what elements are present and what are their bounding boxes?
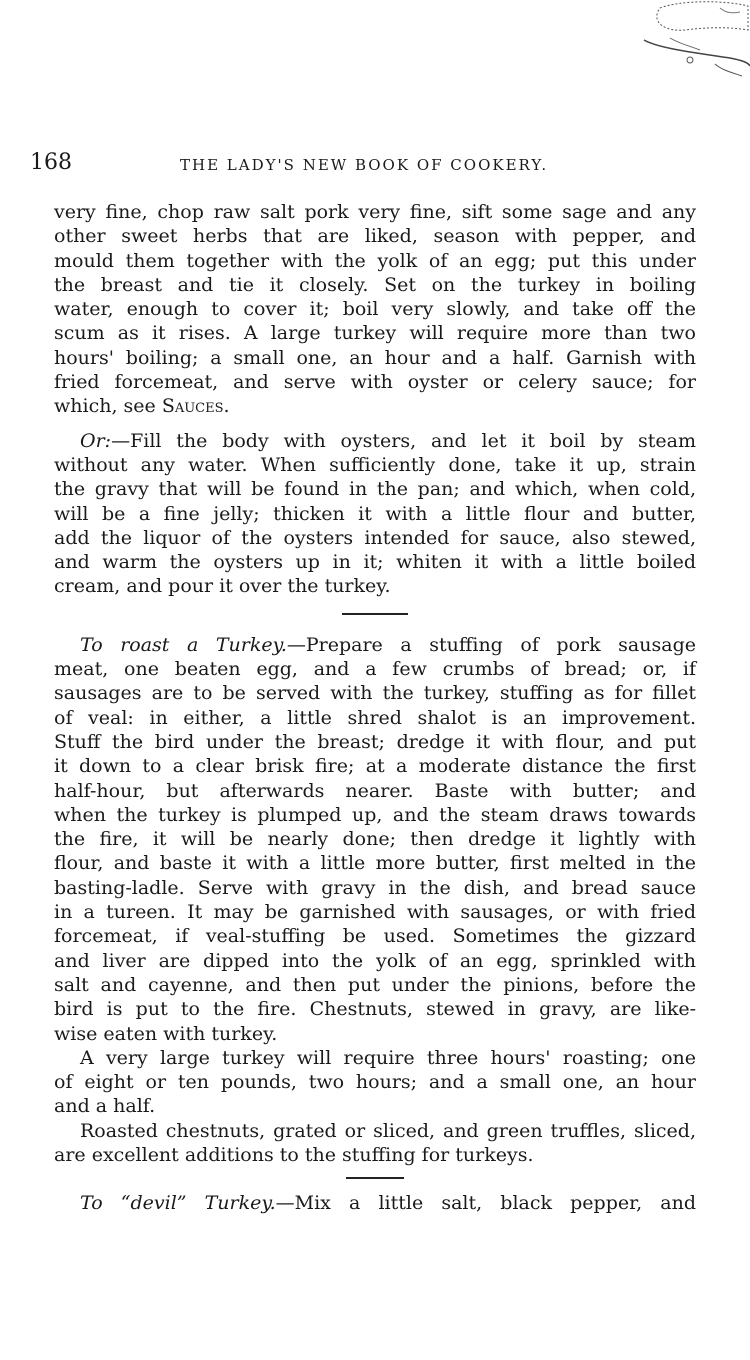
text-line: forcemeat, if veal-stuffing be used. Sometimes the gizzard <box>54 925 696 948</box>
text-line <box>54 633 696 657</box>
text-line: half-hour, but afterwards nearer. Baste with butter; and <box>54 779 696 802</box>
text-line: salt and cayenne, and then put under the pinions, before the <box>54 973 696 996</box>
sauces-reference: Sauces. <box>161 395 230 418</box>
text-line: of eight or ten pounds, two hours; and a small one, an hour <box>54 1071 696 1094</box>
section-divider <box>342 613 408 615</box>
library-stamp-mark <box>630 0 750 90</box>
text-line: without any water. When sufficiently done, take it up, strain <box>54 453 696 476</box>
page-body <box>54 200 696 1216</box>
text-line: are excellent additions to the stuffing for turkeys. <box>54 1143 534 1166</box>
text-line <box>54 394 696 418</box>
text-line <box>54 1191 696 1215</box>
text-fragment: which, see <box>54 395 162 418</box>
text-line: wise eaten with turkey. <box>54 1022 278 1045</box>
text-line: water, enough to cover it; boil very slowly, and take off the <box>54 298 696 321</box>
text-line: flour, and baste it with a little more butter, first melted in the <box>54 852 696 875</box>
or-lead: Or: <box>80 429 112 452</box>
text-line: scum as it rises. A large turkey will require more than two <box>54 322 696 345</box>
text-fragment: ” Turkey. <box>176 1192 276 1215</box>
text-fragment: —Mix a little salt, black pepper, and <box>275 1192 696 1215</box>
running-title: THE LADY'S NEW BOOK OF COOKERY. <box>180 156 549 174</box>
paragraph-oyster-variant <box>54 429 696 599</box>
text-line: other sweet herbs that are liked, season with pepper, and <box>54 225 696 248</box>
recipe-title-devil-turkey <box>80 1192 276 1214</box>
paragraph-boiled-turkey-continued <box>54 200 696 419</box>
text-line: sausages are to be served with the turkey, stuffing as for fillet <box>54 682 696 705</box>
text-line: bird is put to the fire. Chestnuts, stewed in gravy, are like- <box>54 998 696 1021</box>
section-divider <box>346 1177 404 1179</box>
text-line: hours' boiling; a small one, an hour and a half. Garnish with <box>54 346 696 369</box>
recipe-title-roast-turkey: To roast a Turkey. <box>80 633 287 656</box>
page-number: 168 <box>30 150 72 175</box>
text-line <box>54 429 696 453</box>
text-fragment: —Fill the body with oysters, and let it boil by steam <box>111 429 696 452</box>
paragraph-roasting-times <box>54 1046 696 1119</box>
text-line: will be a fine jelly; thicken it with a little flour and butter, <box>54 502 696 525</box>
text-line: cream, and pour it over the turkey. <box>54 575 391 598</box>
text-line: basting-ladle. Serve with gravy in the dish, and bread sauce <box>54 876 696 899</box>
text-line: the gravy that will be found in the pan; and which, when cold, <box>54 478 696 501</box>
text-line: the breast and tie it closely. Set on the turkey in boiling <box>54 273 696 296</box>
paragraph-stuffing-additions <box>54 1119 696 1168</box>
paragraph-devil-turkey <box>54 1191 696 1215</box>
text-line: when the turkey is plumped up, and the steam draws towards <box>54 803 696 826</box>
text-line: mould them together with the yolk of an egg; put this under <box>54 249 696 272</box>
text-line: Roasted chestnuts, grated or sliced, and green truffles, sliced, <box>80 1119 696 1142</box>
text-line: the fire, it will be nearly done; then dredge it lightly with <box>54 828 696 851</box>
text-line: and a half. <box>54 1095 156 1118</box>
page-header <box>30 150 720 180</box>
text-line: fried forcemeat, and serve with oyster or celery sauce; for <box>54 371 696 394</box>
text-line: add the liquor of the oysters intended for sauce, also stewed, <box>54 526 696 549</box>
text-line: and liver are dipped into the yolk of an egg, sprinkled with <box>54 949 696 972</box>
text-line: A very large turkey will require three hours' roasting; one <box>80 1046 696 1069</box>
text-line: very fine, chop raw salt pork very fine, sift some sage and any <box>54 201 696 223</box>
text-line: it down to a clear brisk fire; at a moderate distance the first <box>54 755 696 778</box>
text-fragment: To “ <box>80 1192 131 1215</box>
text-line: Stuff the bird under the breast; dredge it with flour, and put <box>54 730 696 753</box>
text-fragment: —Prepare a stuffing of pork sausage <box>286 633 696 656</box>
text-fragment: devil <box>130 1192 177 1215</box>
text-line: in a tureen. It may be garnished with sausages, or with fried <box>54 901 696 924</box>
text-line: and warm the oysters up in it; whiten it with a little boiled <box>54 551 696 574</box>
text-line: meat, one beaten egg, and a few crumbs of bread; or, if <box>54 658 696 681</box>
text-line: of veal: in either, a little shred shalot is an improvement. <box>54 706 696 729</box>
paragraph-roast-turkey <box>54 633 696 1046</box>
